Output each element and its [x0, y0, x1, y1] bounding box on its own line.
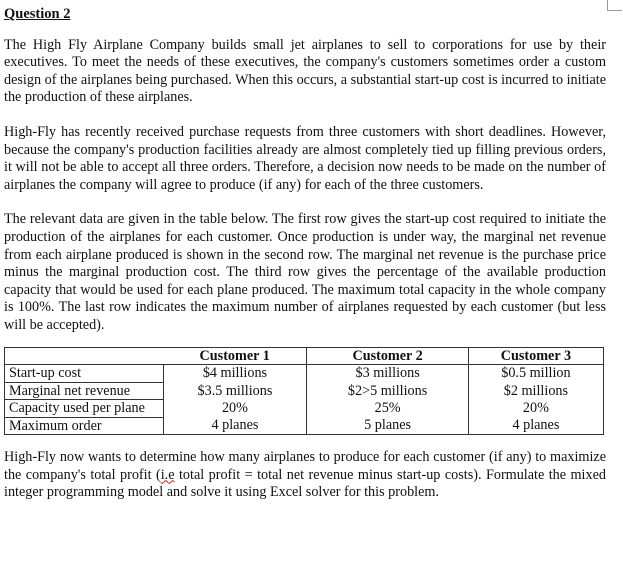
spellcheck-flagged-word: i.e — [160, 466, 175, 483]
table-cell: $2 millions — [503, 382, 569, 399]
row-label-startup-cost: Start-up cost — [5, 365, 164, 383]
header-customer-3: Customer 3 — [468, 347, 603, 365]
paragraph-data-description: The relevant data are given in the table below. The first row gives the start-up cost required to initiate the production of the airplanes for each customer. Once production is under way, the marginal net revenue from each airplane produced is shown in the second row. The marginal net revenue is the purchase price minus the marginal production cost. The third row gives the percentage of the available production capacity that would be used for each plane produced. The maximum total capacity in the whole company is 100%. The last row indicates the maximum number of airplanes requested by each customer (but less will be accepted). — [4, 211, 606, 333]
question-heading: Question 2 — [4, 6, 71, 22]
table-cell: $4 millions — [163, 365, 307, 383]
row-label-capacity-per-plane: Capacity used per plane — [5, 400, 164, 418]
paragraph-closing — [4, 449, 606, 502]
table-cell: $3 millions — [307, 365, 468, 383]
table-cell: 20% — [522, 400, 549, 416]
header-customer-1: Customer 1 — [163, 347, 307, 365]
table-row — [5, 382, 604, 400]
table-cell: $0.5 million — [501, 365, 571, 382]
row-label-maximum-order: Maximum order — [5, 417, 164, 435]
table-row — [5, 365, 604, 383]
paragraph-requests: High-Fly has recently received purchase requests from three customers with short deadlines. However, because the company's production facilities already are almost completely tied up filling previous orders, it will not be able to accept all three orders. Therefore, a decision now needs to be made on the number of airplanes the company will agree to produce (if any) for each of the three customers. — [4, 123, 606, 193]
header-customer-2: Customer 2 — [307, 347, 468, 365]
table-cell: $3.5 millions — [163, 382, 307, 400]
row-label-marginal-net-revenue: Marginal net revenue — [5, 382, 164, 400]
data-table — [4, 347, 604, 436]
table-row — [5, 417, 604, 435]
closing-text-after: total profit = total net revenue minus start-up costs). Formulate the mixed integer programming model and solve it using Excel solver for this problem. — [4, 466, 606, 501]
table-row — [5, 400, 604, 418]
document-page — [4, 6, 606, 502]
table-header-row — [5, 347, 604, 365]
corner-mark — [607, 0, 622, 11]
closing-text-before: High-Fly now wants to determine how many airplanes to produce for each customer (if any) to maximize the company's total profit ( — [4, 449, 606, 483]
table-cell: 5 planes — [307, 417, 468, 435]
table-cell: 4 planes — [163, 417, 307, 435]
table-cell: 4 planes — [512, 417, 560, 434]
table-cell: 25% — [307, 400, 468, 418]
paragraph-intro: The High Fly Airplane Company builds small jet airplanes to sell to corporations for use by their executives. To meet the needs of these executives, the company's customers sometimes order a custom design of the airplanes being purchased. When this occurs, a substantial start-up cost is incurred to initiate the production of these airplanes. — [4, 36, 606, 106]
table-cell: 20% — [163, 400, 307, 418]
table-cell: $2>5 millions — [307, 382, 468, 400]
header-blank-cell — [5, 347, 164, 365]
